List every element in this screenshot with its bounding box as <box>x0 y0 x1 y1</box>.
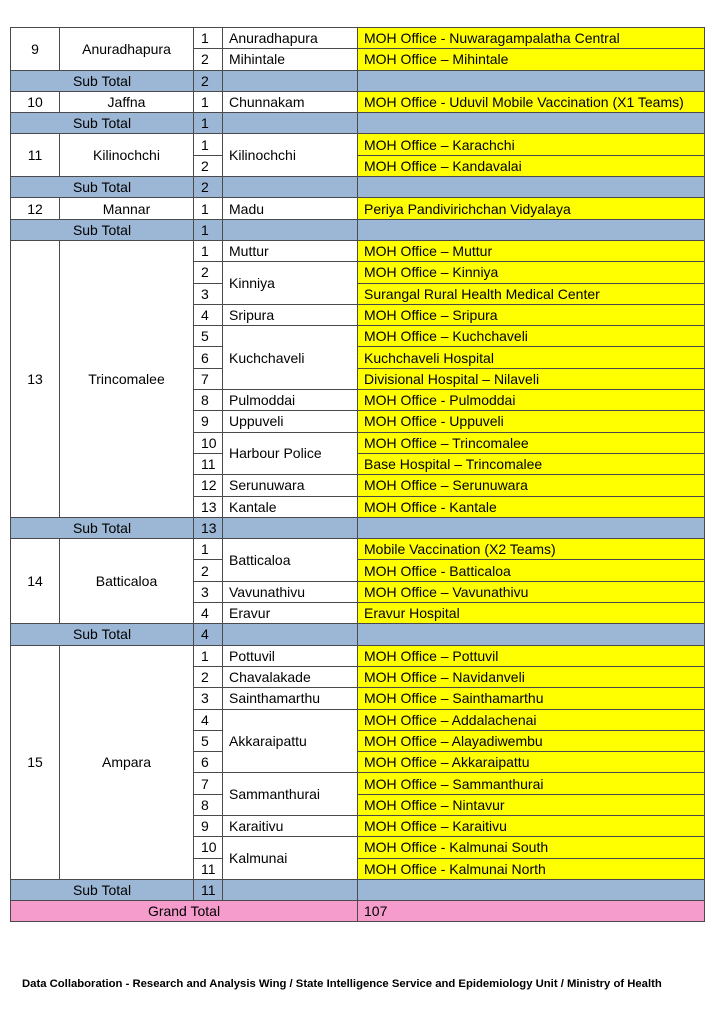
center-index: 12 <box>194 475 223 496</box>
vaccination-center-name: Eravur Hospital <box>358 603 705 624</box>
subtotal-value: 1 <box>194 113 223 134</box>
center-index: 5 <box>194 326 223 347</box>
subtotal-empty-cell <box>358 177 705 198</box>
moh-division-name: Sammanthurai <box>223 773 358 816</box>
moh-division-name: Kilinochchi <box>223 134 358 177</box>
center-index: 3 <box>194 283 223 304</box>
moh-division-name: Pottuvil <box>223 645 358 666</box>
vaccination-center-name: MOH Office – Karaitivu <box>358 815 705 836</box>
vaccination-center-name: MOH Office – Pottuvil <box>358 645 705 666</box>
center-index: 4 <box>194 709 223 730</box>
district-name: Trincomalee <box>60 240 194 517</box>
center-index: 9 <box>194 411 223 432</box>
subtotal-row <box>11 879 705 900</box>
center-index: 9 <box>194 815 223 836</box>
center-index: 13 <box>194 496 223 517</box>
center-index: 7 <box>194 368 223 389</box>
center-index: 11 <box>194 453 223 474</box>
moh-division-name: Muttur <box>223 240 358 261</box>
district-name: Ampara <box>60 645 194 879</box>
center-index: 2 <box>194 666 223 687</box>
subtotal-label: Sub Total <box>11 219 194 240</box>
subtotal-empty-cell <box>358 219 705 240</box>
district-name: Kilinochchi <box>60 134 194 177</box>
center-index: 1 <box>194 240 223 261</box>
moh-division-name: Harbour Police <box>223 432 358 475</box>
center-index: 10 <box>194 432 223 453</box>
subtotal-value: 2 <box>194 177 223 198</box>
moh-division-name: Kantale <box>223 496 358 517</box>
moh-division-name: Batticaloa <box>223 539 358 582</box>
subtotal-row <box>11 624 705 645</box>
center-index: 1 <box>194 645 223 666</box>
vaccination-center-name: MOH Office – Serunuwara <box>358 475 705 496</box>
district-name: Batticaloa <box>60 539 194 624</box>
vaccination-center-name: MOH Office – Sammanthurai <box>358 773 705 794</box>
subtotal-label: Sub Total <box>11 70 194 91</box>
center-index: 4 <box>194 304 223 325</box>
vaccination-center-name: Kuchchaveli Hospital <box>358 347 705 368</box>
table-row <box>11 645 705 666</box>
district-number: 14 <box>11 539 60 624</box>
center-index: 11 <box>194 858 223 879</box>
vaccination-center-name: MOH Office – Akkaraipattu <box>358 752 705 773</box>
vaccination-center-name: MOH Office – Kuchchaveli <box>358 326 705 347</box>
moh-division-name: Chunnakam <box>223 91 358 112</box>
subtotal-empty-cell <box>223 879 358 900</box>
vaccination-center-name: Periya Pandivirichchan Vidyalaya <box>358 198 705 219</box>
center-index: 6 <box>194 752 223 773</box>
center-index: 2 <box>194 262 223 283</box>
subtotal-row <box>11 113 705 134</box>
table-row <box>11 198 705 219</box>
table-body <box>11 28 705 922</box>
vaccination-center-name: MOH Office – Navidanveli <box>358 666 705 687</box>
vaccination-center-name: MOH Office - Uppuveli <box>358 411 705 432</box>
center-index: 3 <box>194 581 223 602</box>
vaccination-center-name: MOH Office - Nuwaragampalatha Central <box>358 28 705 49</box>
district-number: 9 <box>11 28 60 71</box>
moh-division-name: Eravur <box>223 603 358 624</box>
subtotal-empty-cell <box>223 624 358 645</box>
vaccination-center-name: MOH Office – Karachchi <box>358 134 705 155</box>
table-row <box>11 28 705 49</box>
vaccination-center-name: MOH Office - Batticaloa <box>358 560 705 581</box>
subtotal-value: 2 <box>194 70 223 91</box>
center-index: 8 <box>194 390 223 411</box>
subtotal-empty-cell <box>358 624 705 645</box>
center-index: 1 <box>194 539 223 560</box>
center-index: 3 <box>194 688 223 709</box>
vaccination-center-name: MOH Office – Mihintale <box>358 49 705 70</box>
subtotal-empty-cell <box>223 177 358 198</box>
district-number: 15 <box>11 645 60 879</box>
center-index: 6 <box>194 347 223 368</box>
subtotal-empty-cell <box>223 113 358 134</box>
district-number: 11 <box>11 134 60 177</box>
vaccination-center-name: MOH Office - Kalmunai South <box>358 837 705 858</box>
subtotal-label: Sub Total <box>11 517 194 538</box>
center-index: 2 <box>194 49 223 70</box>
center-index: 5 <box>194 730 223 751</box>
vaccination-center-name: Surangal Rural Health Medical Center <box>358 283 705 304</box>
vaccination-center-name: MOH Office – Vavunathivu <box>358 581 705 602</box>
vaccination-center-name: MOH Office - Kantale <box>358 496 705 517</box>
subtotal-row <box>11 177 705 198</box>
subtotal-label: Sub Total <box>11 177 194 198</box>
vaccination-center-name: MOH Office – Sripura <box>358 304 705 325</box>
district-name: Jaffna <box>60 91 194 112</box>
subtotal-label: Sub Total <box>11 624 194 645</box>
subtotal-empty-cell <box>223 219 358 240</box>
center-index: 1 <box>194 91 223 112</box>
moh-division-name: Sripura <box>223 304 358 325</box>
grand-total-row <box>11 901 705 922</box>
vaccination-center-name: Divisional Hospital – Nilaveli <box>358 368 705 389</box>
subtotal-empty-cell <box>358 113 705 134</box>
vaccination-center-name: MOH Office – Sainthamarthu <box>358 688 705 709</box>
vaccination-center-name: MOH Office – Nintavur <box>358 794 705 815</box>
district-number: 10 <box>11 91 60 112</box>
footer-credit: Data Collaboration - Research and Analysis Wing / State Intelligence Service and Epidemiology Unit / Ministry of Health <box>22 978 662 990</box>
subtotal-row <box>11 517 705 538</box>
vaccination-center-name: MOH Office - Uduvil Mobile Vaccination (X1 Teams) <box>358 91 705 112</box>
center-index: 1 <box>194 198 223 219</box>
subtotal-label: Sub Total <box>11 879 194 900</box>
subtotal-row <box>11 219 705 240</box>
moh-division-name: Pulmoddai <box>223 390 358 411</box>
center-index: 1 <box>194 134 223 155</box>
moh-division-name: Vavunathivu <box>223 581 358 602</box>
subtotal-empty-cell <box>358 70 705 91</box>
moh-division-name: Karaitivu <box>223 815 358 836</box>
vaccination-center-name: MOH Office – Kandavalai <box>358 155 705 176</box>
moh-division-name: Mihintale <box>223 49 358 70</box>
subtotal-empty-cell <box>358 879 705 900</box>
subtotal-value: 11 <box>194 879 223 900</box>
district-number: 12 <box>11 198 60 219</box>
moh-division-name: Kuchchaveli <box>223 326 358 390</box>
center-index: 8 <box>194 794 223 815</box>
vaccination-center-name: MOH Office - Kalmunai North <box>358 858 705 879</box>
center-index: 2 <box>194 560 223 581</box>
subtotal-value: 4 <box>194 624 223 645</box>
subtotal-empty-cell <box>358 517 705 538</box>
vaccination-center-name: MOH Office – Kinniya <box>358 262 705 283</box>
vaccination-center-name: MOH Office - Pulmoddai <box>358 390 705 411</box>
district-name: Mannar <box>60 198 194 219</box>
moh-division-name: Anuradhapura <box>223 28 358 49</box>
district-name: Anuradhapura <box>60 28 194 71</box>
vaccination-center-name: Mobile Vaccination (X2 Teams) <box>358 539 705 560</box>
moh-division-name: Uppuveli <box>223 411 358 432</box>
subtotal-empty-cell <box>223 517 358 538</box>
center-index: 4 <box>194 603 223 624</box>
center-index: 10 <box>194 837 223 858</box>
grand-total-label: Grand Total <box>11 901 358 922</box>
moh-division-name: Akkaraipattu <box>223 709 358 773</box>
moh-division-name: Serunuwara <box>223 475 358 496</box>
center-index: 7 <box>194 773 223 794</box>
moh-division-name: Madu <box>223 198 358 219</box>
center-index: 1 <box>194 28 223 49</box>
vaccination-centers-table-wrap <box>10 27 704 922</box>
subtotal-row <box>11 70 705 91</box>
grand-total-value: 107 <box>358 901 705 922</box>
moh-division-name: Kinniya <box>223 262 358 305</box>
moh-division-name: Sainthamarthu <box>223 688 358 709</box>
table-row <box>11 539 705 560</box>
moh-division-name: Chavalakade <box>223 666 358 687</box>
subtotal-empty-cell <box>223 70 358 91</box>
subtotal-label: Sub Total <box>11 113 194 134</box>
vaccination-center-name: MOH Office – Alayadiwembu <box>358 730 705 751</box>
table-row <box>11 240 705 261</box>
subtotal-value: 13 <box>194 517 223 538</box>
center-index: 2 <box>194 155 223 176</box>
vaccination-center-name: MOH Office – Addalachenai <box>358 709 705 730</box>
table-row <box>11 91 705 112</box>
vaccination-centers-table <box>10 27 705 922</box>
vaccination-center-name: Base Hospital – Trincomalee <box>358 453 705 474</box>
district-number: 13 <box>11 240 60 517</box>
vaccination-center-name: MOH Office – Trincomalee <box>358 432 705 453</box>
table-row <box>11 134 705 155</box>
subtotal-value: 1 <box>194 219 223 240</box>
vaccination-center-name: MOH Office – Muttur <box>358 240 705 261</box>
moh-division-name: Kalmunai <box>223 837 358 880</box>
